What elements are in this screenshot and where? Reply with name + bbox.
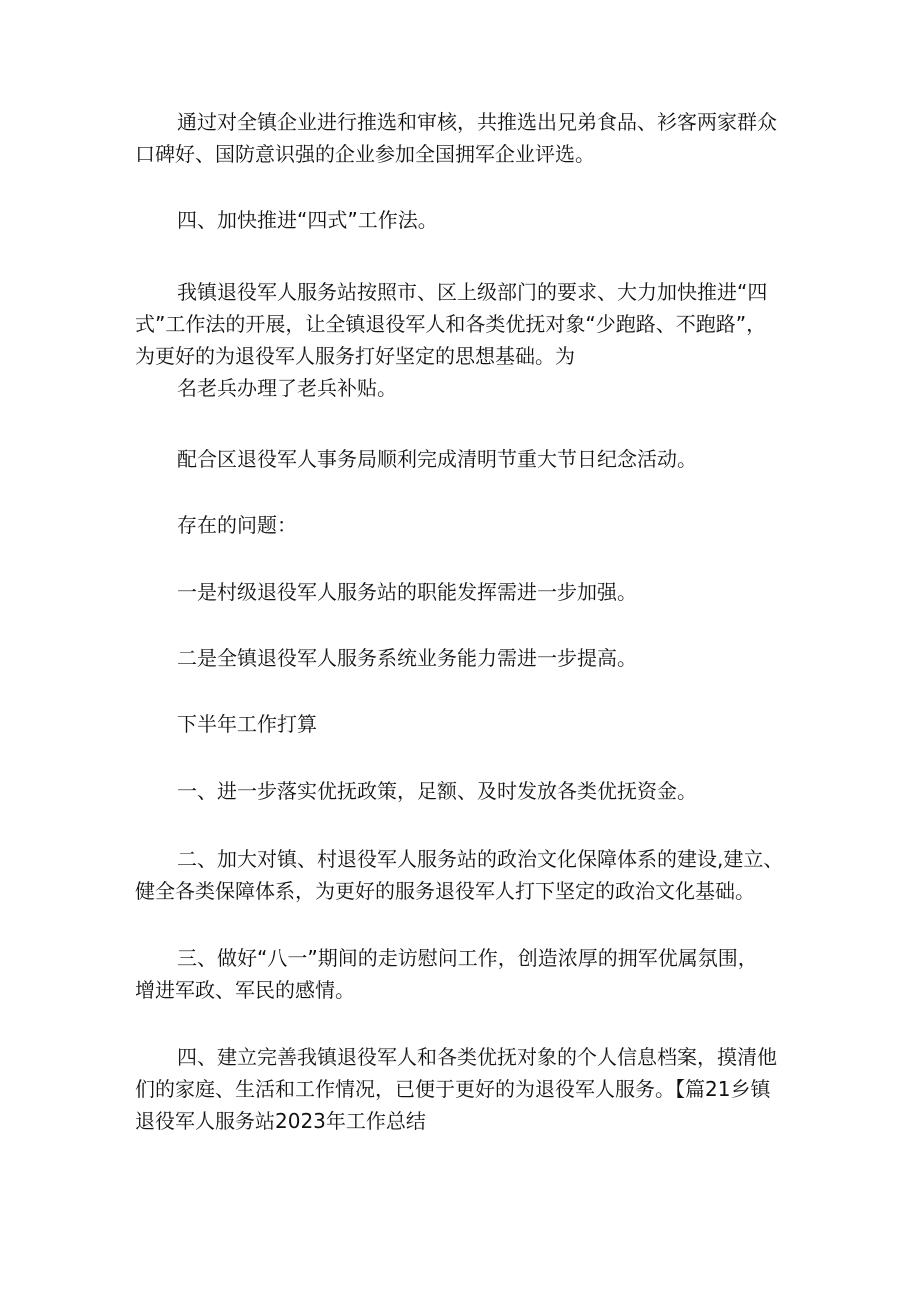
text-line: 们的家庭、生活和工作情况，已便于更好的为退役军人服务。【篇21乡镇	[135, 1077, 771, 1101]
paragraph-problems-heading	[135, 509, 785, 541]
paragraph-plan-heading	[135, 708, 785, 740]
text-line: 通过对全镇企业进行推选和审核，共推选出兄弟食品、衫客两家群众	[177, 110, 777, 134]
text-line: 为更好的为退役军人服务打好坚定的思想基础。为	[135, 344, 575, 368]
text-line: 下半年工作打算	[177, 712, 317, 736]
text-line: 增进军政、军民的感情。	[135, 978, 355, 1002]
text-line: 四、加快推进“四式”工作法。	[177, 208, 438, 232]
paragraph-plan-three	[135, 942, 785, 1006]
paragraph-plan-two	[135, 843, 785, 907]
text-line: 口碑好、国防意识强的企业参加全国拥军企业评选。	[135, 142, 595, 166]
text-line: 四、建立完善我镇退役军人和各类优抚对象的个人信息档案，摸清他	[177, 1045, 777, 1069]
text-line: 我镇退役军人服务站按照市、区上级部门的要求、大力加快推进“四	[177, 280, 768, 304]
text-line: 二、加大对镇、村退役军人服务站的政治文化保障体系的建设,建立、	[177, 847, 784, 871]
text-line: 存在的问题：	[177, 513, 297, 537]
paragraph-plan-one	[135, 775, 785, 807]
paragraph-qingming-activity	[135, 443, 785, 475]
paragraph-problem-one	[135, 576, 785, 608]
text-line: 健全各类保障体系，为更好的服务退役军人打下坚定的政治文化基础。	[135, 879, 755, 903]
text-line: 一是村级退役军人服务站的职能发挥需进一步加强。	[177, 580, 637, 604]
paragraph-heading-four-style	[135, 204, 785, 236]
paragraph-four-style-method	[135, 276, 785, 404]
text-line: 一、进一步落实优抚政策，足额、及时发放各类优抚资金。	[177, 779, 697, 803]
text-line: 式”工作法的开展，让全镇退役军人和各类优抚对象“少跑路、不跑路”，	[135, 312, 767, 336]
paragraph-problem-two	[135, 642, 785, 674]
paragraph-plan-four	[135, 1041, 785, 1137]
text-line: 名老兵办理了老兵补贴。	[177, 376, 397, 400]
paragraph-enterprise-selection	[135, 106, 785, 170]
text-line: 三、做好“八一”期间的走访慰问工作，创造浓厚的拥军优属氛围，	[177, 946, 758, 970]
text-line: 配合区退役军人事务局顺利完成清明节重大节日纪念活动。	[177, 447, 697, 471]
text-line: 二是全镇退役军人服务系统业务能力需进一步提高。	[177, 646, 637, 670]
text-line: 退役军人服务站2023年工作总结	[135, 1109, 426, 1133]
